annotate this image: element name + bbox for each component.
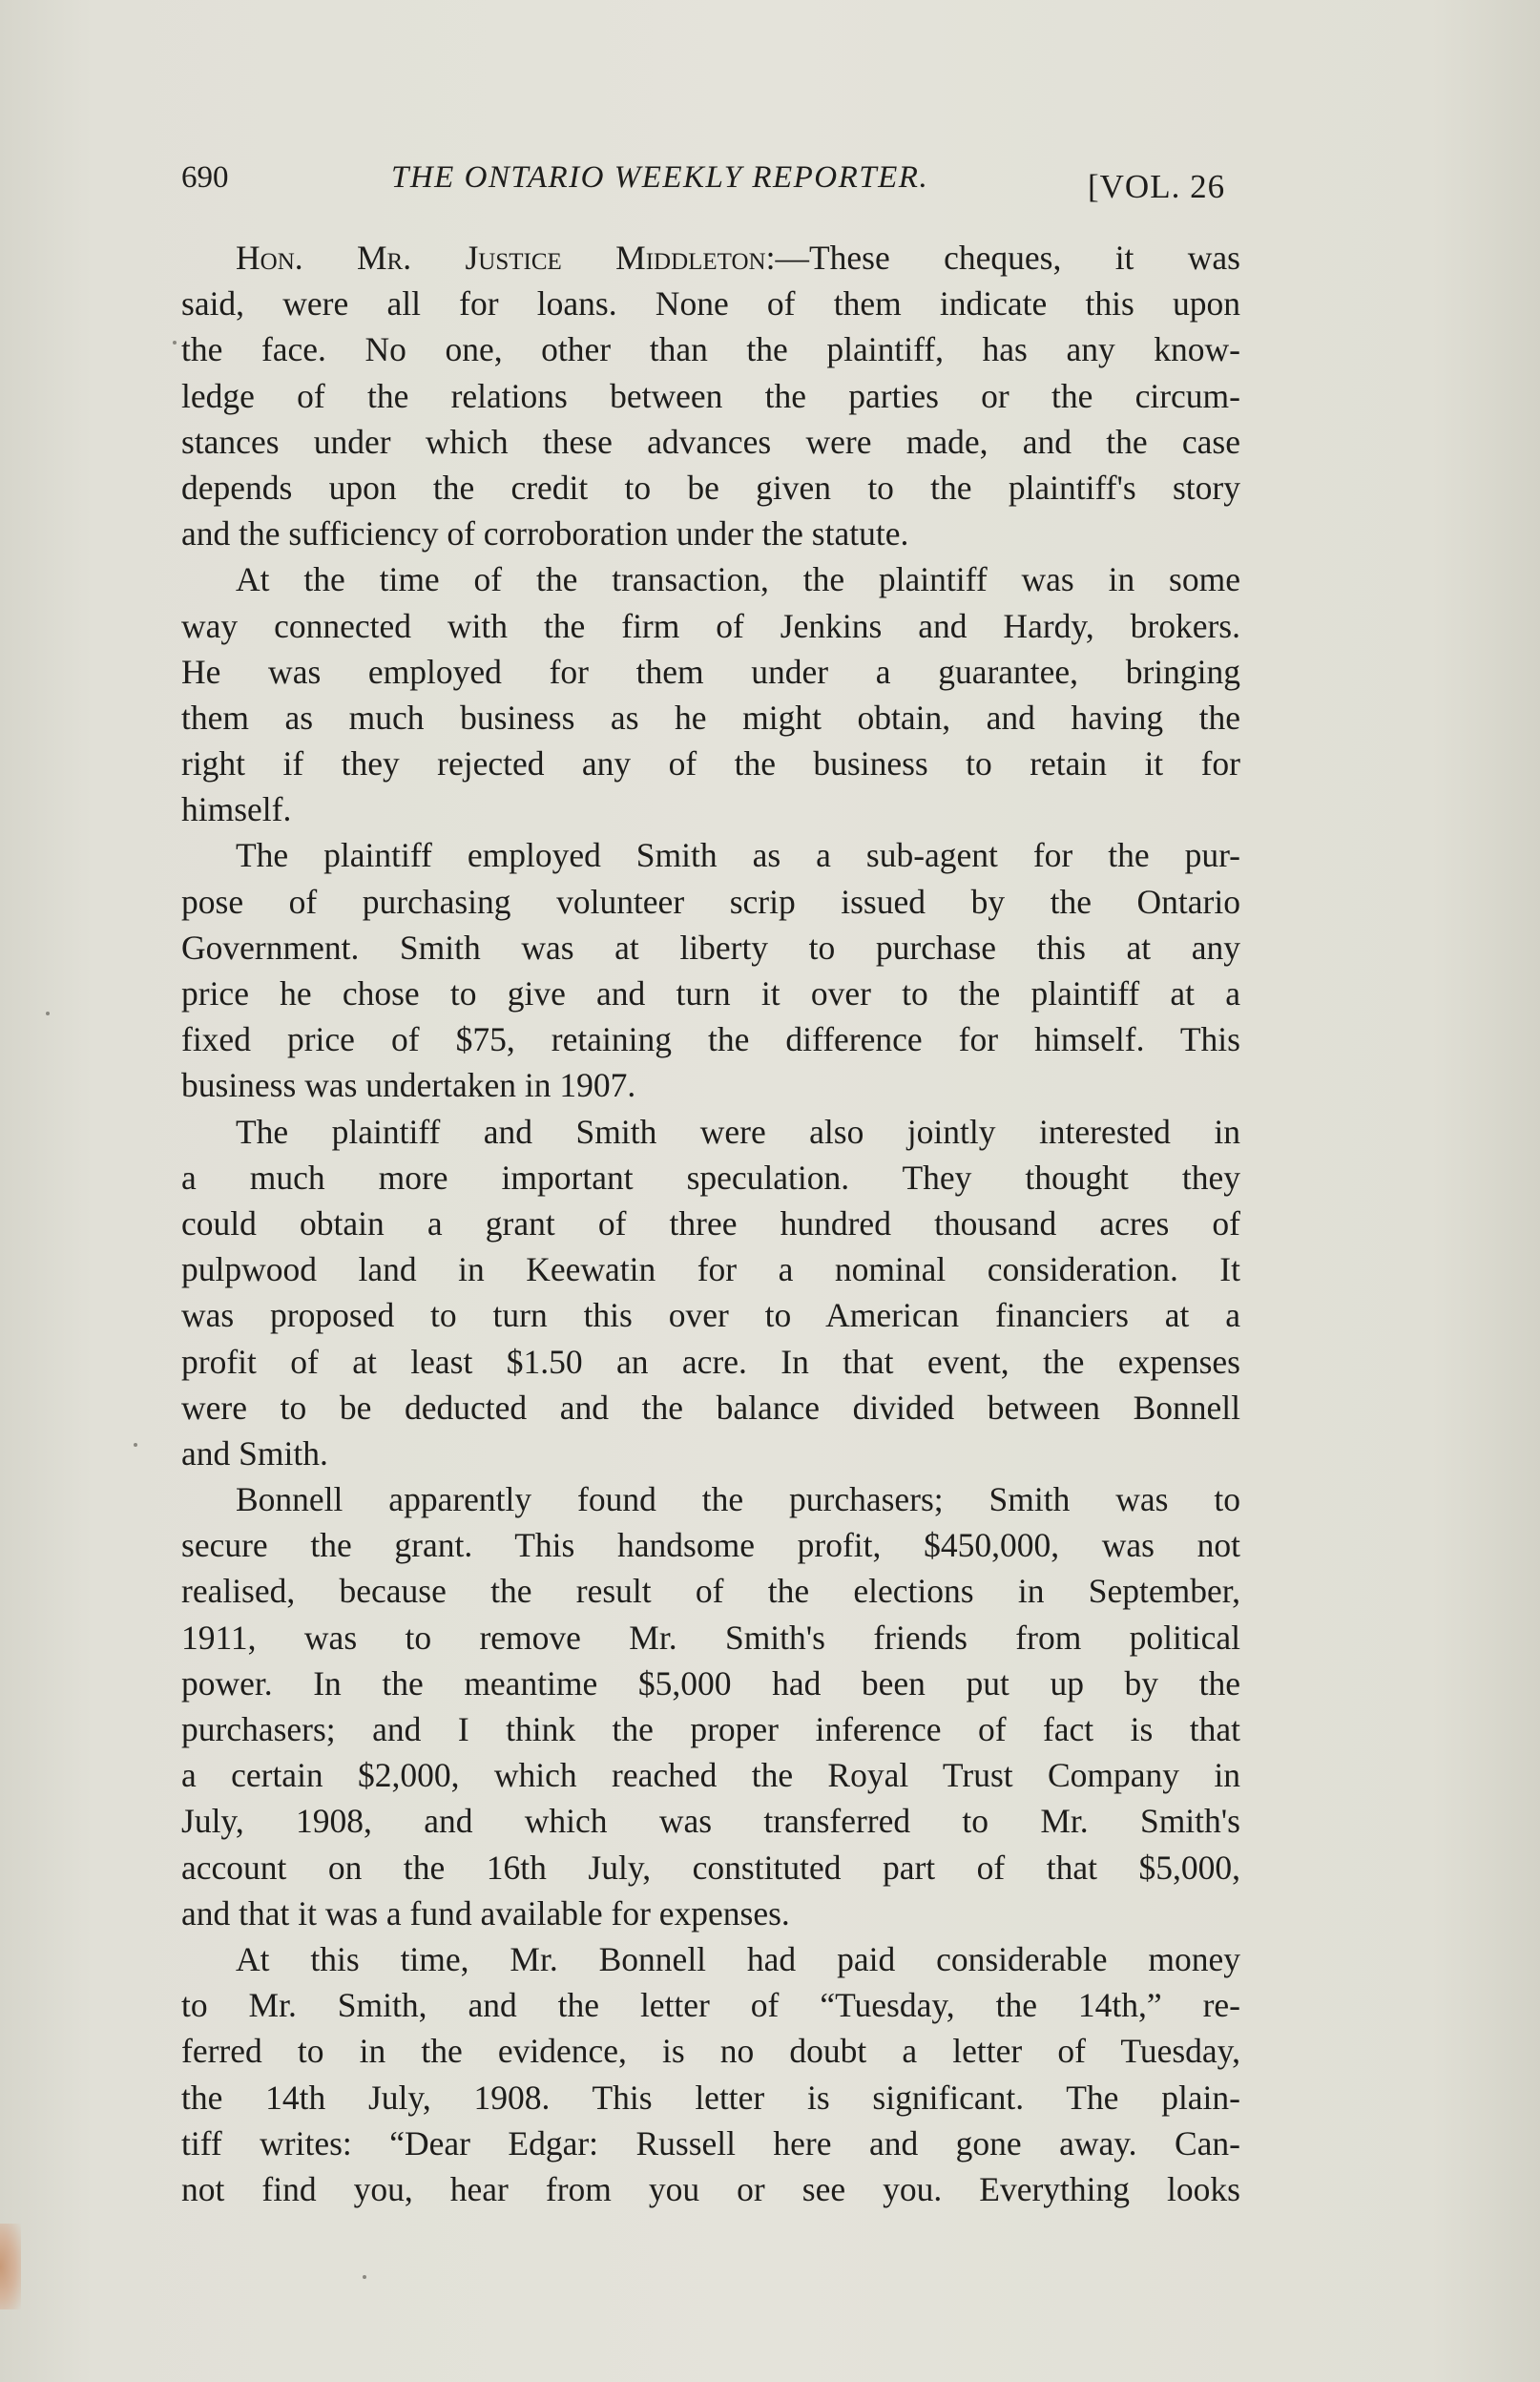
edge-stain	[0, 2224, 21, 2309]
text-line: realised, because the result of the elections in September,	[181, 1572, 1240, 1611]
speaker-attribution: Hon. Mr. Justice Middleton	[236, 239, 766, 277]
running-header	[181, 160, 1250, 208]
text-line: purchasers; and I think the proper inference of fact is that	[181, 1710, 1240, 1748]
text-line: account on the 16th July, constituted part of that $5,000,	[181, 1848, 1240, 1887]
text-line: a certain $2,000, which reached the Royal Trust Company in	[181, 1756, 1240, 1795]
paper-speck	[134, 1443, 137, 1447]
text-line: He was employed for them under a guarantee, bringing	[181, 652, 1240, 691]
text-line: were to be deducted and the balance divided between Bonnell	[181, 1388, 1240, 1427]
text-line: was proposed to turn this over to American financiers at a	[181, 1296, 1240, 1335]
text-line: said, were all for loans. None of them indicate this upon	[181, 284, 1240, 324]
text-line: the 14th July, 1908. This letter is significant. The plain-	[181, 2078, 1240, 2117]
text-line: and the sufficiency of corroboration under the statute.	[181, 514, 909, 554]
text-line: and that it was a fund available for expenses.	[181, 1893, 790, 1933]
text-line: not find you, hear from you or see you. Everything looks	[181, 2169, 1240, 2208]
text-line: tiff writes: “Dear Edgar: Russell here and gone away. Can-	[181, 2123, 1240, 2163]
text-line: to Mr. Smith, and the letter of “Tuesday, the 14th,” re-	[181, 1986, 1240, 2025]
text-line: secure the grant. This handsome profit, $450,000, was not	[181, 1526, 1240, 1565]
text-line: The plaintiff and Smith were also jointly interested in	[236, 1112, 1240, 1151]
paper-speck	[363, 2275, 366, 2279]
text-line: and Smith.	[181, 1433, 328, 1473]
text-line: At the time of the transaction, the plaintiff was in some	[236, 560, 1240, 599]
text-line: could obtain a grant of three hundred thousand acres of	[181, 1203, 1240, 1243]
text-line: Government. Smith was at liberty to purchase this at any	[181, 928, 1240, 967]
text-line: depends upon the credit to be given to the plaintiff's story	[181, 468, 1240, 507]
text-line: them as much business as he might obtain, and having the	[181, 698, 1240, 737]
text-line: a much more important speculation. They thought they	[181, 1158, 1240, 1197]
text-line: stances under which these advances were made, and the case	[181, 422, 1240, 461]
text-line: pulpwood land in Keewatin for a nominal consideration. It	[181, 1250, 1240, 1289]
text-line: power. In the meantime $5,000 had been put up by the	[181, 1663, 1240, 1703]
running-title: THE ONTARIO WEEKLY REPORTER.	[391, 160, 929, 195]
text-line: the face. No one, other than the plaintiff, has any know-	[181, 330, 1240, 369]
text-line: business was undertaken in 1907.	[181, 1066, 636, 1105]
text-line: profit of at least $1.50 an acre. In that event, the expenses	[181, 1342, 1240, 1381]
text-line: Hon. Mr. Justice Middleton:—These cheques, it was	[236, 239, 1240, 277]
text-line: fixed price of $75, retaining the difference for himself. This	[181, 1020, 1240, 1059]
text-line: 1911, was to remove Mr. Smith's friends from political	[181, 1618, 1240, 1657]
text-line: way connected with the firm of Jenkins and Hardy, brokers.	[181, 606, 1240, 645]
text-line: himself.	[181, 790, 292, 829]
text-line: ledge of the relations between the parties or the circum-	[181, 376, 1240, 415]
text-line: right if they rejected any of the business to retain it for	[181, 744, 1240, 784]
text-line: pose of purchasing volunteer scrip issued by the Ontario	[181, 882, 1240, 921]
text-line: ferred to in the evidence, is no doubt a letter of Tuesday,	[181, 2032, 1240, 2071]
text-line: The plaintiff employed Smith as a sub-agent for the pur-	[236, 836, 1240, 875]
text-line: price he chose to give and turn it over to the plaintiff at a	[181, 974, 1240, 1013]
body-text	[181, 235, 1240, 2212]
text-line: At this time, Mr. Bonnell had paid considerable money	[236, 1939, 1240, 1978]
text-line: July, 1908, and which was transferred to Mr. Smith's	[181, 1802, 1240, 1841]
page-number: 690	[181, 160, 229, 195]
text-line: Bonnell apparently found the purchasers; Smith was to	[236, 1480, 1240, 1519]
volume-label: [VOL. 26	[1088, 168, 1226, 205]
paper-speck	[173, 341, 177, 345]
paper-speck	[46, 1012, 50, 1015]
